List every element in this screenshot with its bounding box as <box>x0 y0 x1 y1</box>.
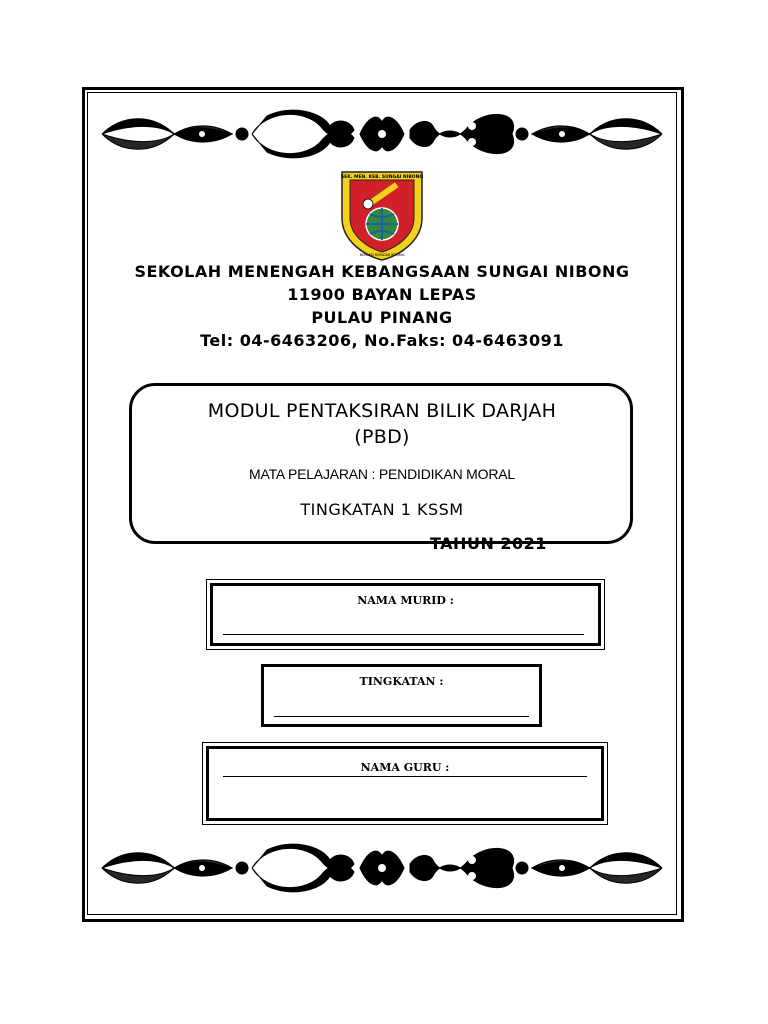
school-name: SEKOLAH MENENGAH KEBANGSAAN SUNGAI NIBONG <box>134 262 630 281</box>
crest-motto-top: SEK. MEN. KEB. SUNGAI NIBONG <box>340 175 424 180</box>
school-postcode-city: 11900 BAYAN LEPAS <box>287 285 477 304</box>
form-box <box>261 664 542 727</box>
top-ornament-divider <box>92 104 672 164</box>
module-title-line2: (PBD) <box>354 426 410 448</box>
school-info <box>92 260 672 352</box>
module-title <box>132 398 632 450</box>
crest-motto-bottom: BERILMU BERADAB BERJAYA <box>359 253 405 257</box>
year-label: TAHUN 2021 <box>430 534 547 553</box>
student-name-line[interactable] <box>223 634 584 635</box>
module-title-line1: MODUL PENTAKSIRAN BILIK DARJAH <box>207 400 557 422</box>
subject-label: MATA PELAJARAN : PENDIDIKAN MORAL <box>249 466 515 482</box>
student-name-label: NAMA MURID : <box>357 594 454 607</box>
teacher-name-label: NAMA GURU : <box>360 761 450 774</box>
school-crest-logo <box>338 170 426 262</box>
teacher-name-box <box>206 746 604 821</box>
form-line[interactable] <box>274 716 529 717</box>
teacher-name-line[interactable] <box>223 776 587 777</box>
form-level: TINGKATAN 1 KSSM <box>300 500 464 519</box>
bottom-ornament-divider <box>92 838 672 898</box>
school-state: PULAU PINANG <box>311 308 453 327</box>
school-contact: Tel: 04-6463206, No.Faks: 04-6463091 <box>200 331 564 350</box>
student-name-box <box>210 583 601 646</box>
form-label: TINGKATAN : <box>359 675 444 688</box>
